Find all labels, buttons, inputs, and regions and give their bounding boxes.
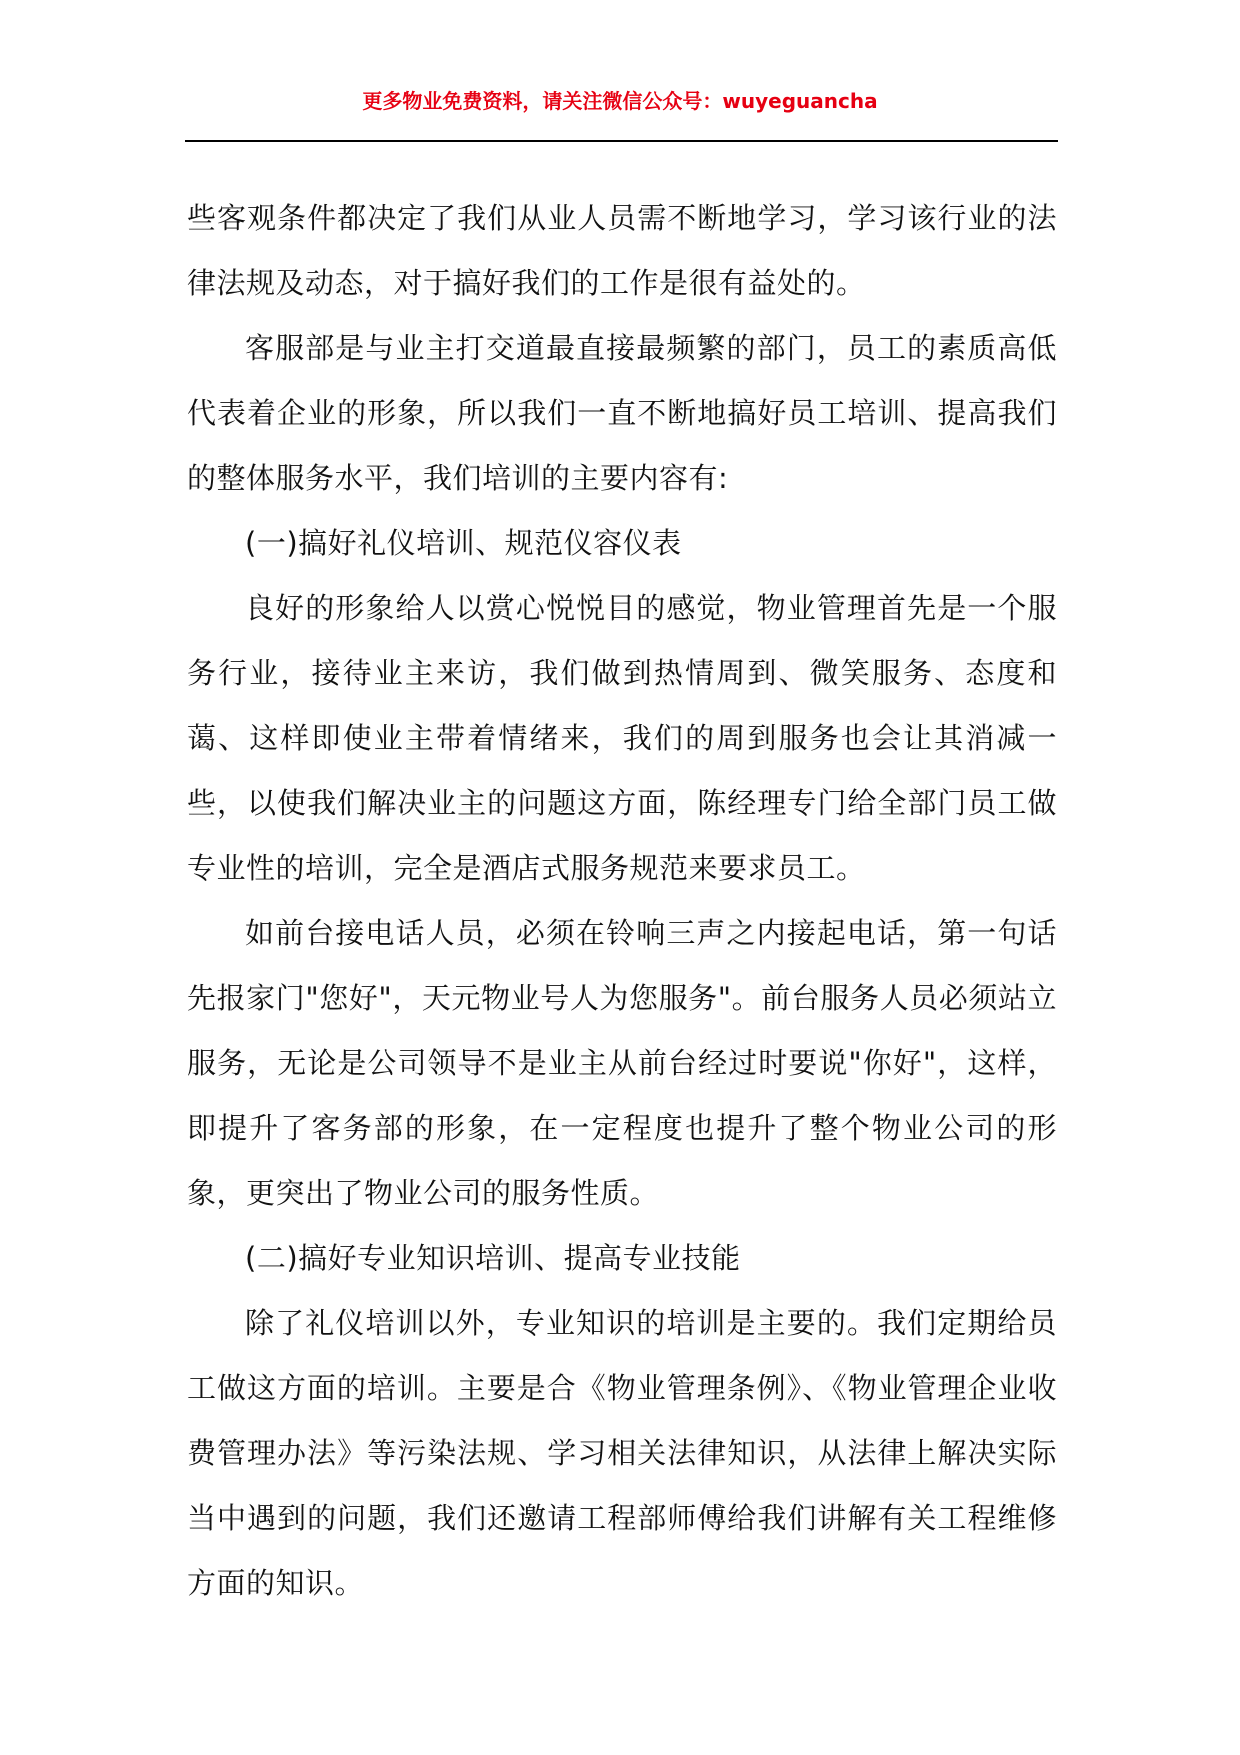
document-body bbox=[187, 186, 1057, 1616]
header-divider bbox=[185, 140, 1058, 142]
section-heading: (一)搞好礼仪培训、规范仪容仪表 bbox=[245, 526, 682, 560]
paragraph-continuation: 些客观条件都决定了我们从业人员需不断地学习，学习该行业的法律法规及动态，对于搞好我们的工作是很有益处的。 bbox=[187, 201, 1057, 300]
section-heading: (二)搞好专业知识培训、提高专业技能 bbox=[245, 1241, 741, 1275]
paragraph: 良好的形象给人以赏心悦悦目的感觉，物业管理首先是一个服务行业，接待业主来访，我们做到热情周到、微笑服务、态度和蔼、这样即使业主带着情绪来，我们的周到服务也会让其消减一些，以使我们解决业主的问题这方面，陈经理专门给全部门员工做专业性的培训，完全是酒店式服务规范来要求员工。 bbox=[187, 591, 1057, 885]
paragraph: 除了礼仪培训以外，专业知识的培训是主要的。我们定期给员工做这方面的培训。主要是合《物业管理条例》、《物业管理企业收费管理办法》等污染法规、学习相关法律知识，从法律上解决实际当中遇到的问题，我们还邀请工程部师傅给我们讲解有关工程维修方面的知识。 bbox=[187, 1306, 1057, 1600]
paragraph: 客服部是与业主打交道最直接最频繁的部门，员工的素质高低代表着企业的形象，所以我们一直不断地搞好员工培训、提高我们的整体服务水平，我们培训的主要内容有: bbox=[187, 331, 1057, 495]
paragraph: 如前台接电话人员，必须在铃响三声之内接起电话，第一句话先报家门"您好"，天元物业号人为您服务"。前台服务人员必须站立服务，无论是公司领导不是业主从前台经过时要说"你好"，这样，即提升了客务部的形象，在一定程度也提升了整个物业公司的形象，更突出了物业公司的服务性质。 bbox=[187, 916, 1057, 1210]
page-header: 更多物业免费资料，请关注微信公众号：wuyeguancha bbox=[362, 89, 878, 113]
